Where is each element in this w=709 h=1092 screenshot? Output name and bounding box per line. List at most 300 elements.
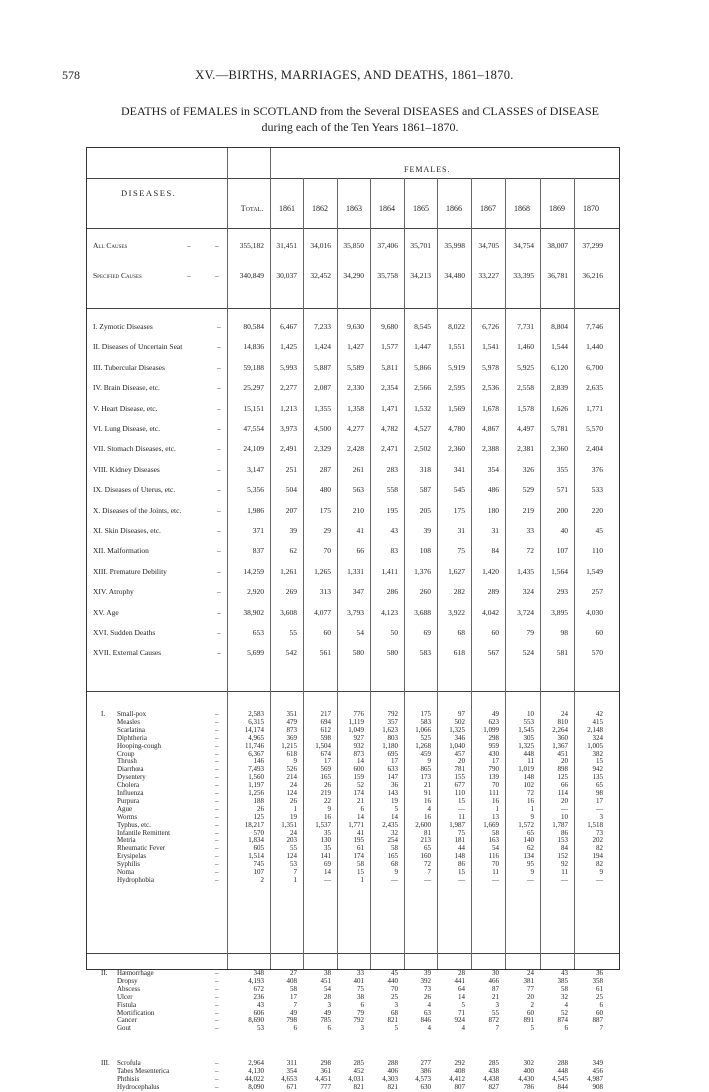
title-line-2: during each of the Ten Years 1861–1870. [261,120,459,134]
zymotic-cell: 583 [420,717,431,726]
zymotic-cell: 17 [391,757,398,766]
class-cell: 84 [491,546,499,556]
zymotic-cell: 357 [387,717,398,726]
class-cell: 480 [319,485,331,495]
zymotic-cell: 14 [357,812,364,821]
zymotic-cell: 66 [561,781,568,790]
zymotic-cell: 415 [592,717,603,726]
page-header [0,68,709,84]
class-cell: 2,536 [482,383,499,393]
class-cell: 529 [522,485,534,495]
zymotic-cell: 86 [561,828,568,837]
tubercular-cell: 807 [454,1082,465,1091]
zymotic-cell: 9 [530,868,534,876]
tubercular-cell: 285 [488,1059,499,1067]
zymotic-cell: 1,197 [248,781,264,790]
zymotic-cell: 124 [286,789,297,797]
totals-cell: 33,395 [513,271,534,280]
tubercular-cell: 4,451 [315,1074,331,1083]
class-cell: 2,491 [280,444,297,454]
uncertain-cell: 17 [290,992,297,1001]
row-dash: – [215,868,219,876]
totals-cell: 30,037 [276,271,297,280]
zymotic-cell: 1,771 [348,820,364,829]
class-cell: 326 [522,464,534,474]
column-divider-7 [471,178,472,969]
class-cell: 5,589 [347,362,364,372]
zymotic-cell: 865 [420,765,431,774]
row-dash: – [187,271,191,280]
zymotic-cell: 1,537 [315,820,331,829]
class-cell: 282 [453,587,465,597]
class-cell: 3,724 [517,607,534,617]
zymotic-cell: 502 [454,717,465,726]
tubercular-cell: 448 [557,1066,568,1075]
class-cell: 14,259 [243,566,264,576]
class-cell: 1,424 [314,342,331,352]
totals-cell: 37,406 [377,241,398,250]
class-cell: 5,699 [247,648,264,658]
class-cell: 5,887 [314,362,331,372]
class-cell: 261 [352,464,364,474]
uncertain-item-label: Dropsy [117,976,138,985]
class-cell: 1,771 [586,403,603,413]
uncertain-cell: 466 [488,976,499,985]
zymotic-cell: 9 [394,868,398,876]
uncertain-cell: 924 [454,1016,465,1025]
class-cell: 2,595 [448,383,465,393]
zymotic-cell: 44 [458,844,465,853]
deaths-table [86,147,620,1091]
column-divider-8 [505,178,506,969]
zymotic-cell: 2,583 [248,710,264,718]
class-cell: 4,500 [314,424,331,433]
class-cell: 2,566 [414,383,431,393]
tubercular-item-label: Hydrocephalus [117,1082,160,1091]
zymotic-cell: 11 [561,868,568,876]
class-row-label: X. Diseases of the Joints, etc. [93,505,182,515]
class-cell: 55 [289,628,297,637]
class-cell: 70 [323,546,331,556]
row-dash: – [215,1000,219,1009]
zymotic-cell: 202 [592,836,603,845]
zymotic-cell: 111 [489,789,499,797]
tubercular-cell: 8,090 [248,1082,264,1091]
tubercular-cell: 292 [454,1059,465,1067]
class-cell: 4,527 [414,424,431,433]
zymotic-cell: — [492,875,499,884]
zymotic-cell: 6 [360,804,364,813]
uncertain-item-label: Cancer [117,1016,137,1025]
zymotic-cell: 82 [596,860,603,869]
zymotic-cell: 1 [530,804,534,813]
tubercular-cell: 4,438 [483,1074,499,1083]
zymotic-cell: 130 [320,836,331,845]
zymotic-cell: 107 [253,868,264,876]
class-cell: 1,549 [586,566,603,576]
row-dash: – [217,526,221,535]
class-cell: 2,839 [551,383,568,393]
uncertain-cell: 28 [458,969,465,977]
zymotic-cell: 148 [454,852,465,861]
class-cell: 1,541 [482,342,499,352]
zymotic-cell: 14,174 [244,725,264,734]
row-dash: – [215,757,219,766]
uncertain-cell: 5 [530,1024,534,1033]
zymotic-item-label: Influenza [117,789,144,797]
tubercular-cell: 406 [387,1066,398,1075]
uncertain-cell: 25 [596,992,603,1001]
class-cell: 2,428 [347,444,364,454]
uncertain-cell: 846 [420,1016,431,1025]
zymotic-cell: 1,040 [449,741,465,750]
zymotic-item-label: Scarlatina [117,725,145,734]
zymotic-cell: 72 [527,789,534,797]
row-dash: – [217,403,221,413]
row-dash: – [217,628,221,637]
class-cell: 1,626 [551,403,568,413]
zymotic-cell: 369 [286,733,297,742]
zymotic-cell: 19 [290,812,297,821]
uncertain-cell: 3 [360,1024,364,1033]
totals-cell: 37,299 [582,241,603,250]
zymotic-item-label: Syphilis [117,860,140,869]
zymotic-item-label: Infantile Remittent [117,828,171,837]
diseases-heading: DISEASES. [121,188,177,198]
uncertain-cell: 39 [424,969,431,977]
row-dash: – [215,1008,219,1017]
uncertain-cell: 798 [286,1016,297,1025]
class-row-label: XIII. Premature Debility [93,566,167,576]
class-cell: 1,564 [551,566,568,576]
zymotic-cell: 147 [387,773,398,782]
zymotic-cell: 569 [320,765,331,774]
class-cell: 563 [352,485,364,495]
zymotic-cell: 148 [523,773,534,782]
tubercular-cell: 908 [592,1082,603,1091]
zymotic-item-label: Purpura [117,796,140,805]
class-cell: 110 [592,546,603,556]
zymotic-cell: 11 [458,812,465,821]
uncertain-cell: 358 [592,976,603,985]
zymotic-cell: 124 [286,852,297,861]
class-cell: 4,497 [517,424,534,433]
zymotic-cell: 116 [488,852,499,861]
zymotic-cell: 790 [488,765,499,774]
class-cell: 355 [556,464,568,474]
zymotic-cell: 600 [353,765,364,774]
uncertain-cell: 672 [253,984,264,993]
zymotic-cell: 9 [427,757,431,766]
zymotic-cell: 1,325 [449,725,465,734]
class-cell: 219 [522,505,534,515]
class-cell: 4,277 [347,424,364,433]
zymotic-cell: 110 [454,789,465,797]
zymotic-cell: 776 [353,710,364,718]
zymotic-item-label: Hydrophobia [117,875,154,884]
row-dash: – [215,796,219,805]
class-row-label: III. Tubercular Diseases [93,362,165,372]
uncertain-cell: 43 [257,1000,264,1009]
zymotic-cell: 959 [488,741,499,750]
class-cell: 1,213 [280,403,297,413]
class-cell: 1,261 [280,566,297,576]
class-cell: 5,570 [586,424,603,433]
tubercular-cell: 302 [523,1059,534,1067]
zymotic-cell: 65 [424,844,431,853]
zymotic-cell: 58 [357,860,364,869]
zymotic-cell: 53 [290,860,297,869]
zymotic-cell: 10 [561,812,568,821]
class-cell: 587 [419,485,431,495]
class-cell: 1,435 [517,566,534,576]
running-head: XV.—BIRTHS, MARRIAGES, AND DEATHS, 1861–1870. [195,68,514,82]
zymotic-cell: 570 [253,828,264,837]
zymotic-cell: — [527,875,534,884]
zymotic-cell: 1,180 [382,741,398,750]
class-cell: 4,042 [482,607,499,617]
tubercular-cell: 349 [592,1059,603,1067]
uncertain-cell: 7 [599,1024,603,1033]
totals-cell: 34,290 [343,271,364,280]
class-cell: 5,978 [482,362,499,372]
class-cell: 107 [556,546,568,556]
class-cell: 1,331 [347,566,364,576]
zymotic-cell: 382 [592,749,603,758]
uncertain-cell: 785 [320,1016,331,1025]
uncertain-cell: 4 [564,1000,568,1009]
zymotic-item-label: Typhus, etc. [117,820,151,829]
column-header-1867: 1867 [480,204,496,213]
zymotic-item-label: Metria [117,836,136,845]
uncertain-cell: 441 [454,976,465,985]
class-cell: 180 [487,505,499,515]
row-dash: – [215,844,219,853]
row-dash: – [217,607,221,617]
zymotic-cell: 1,066 [415,725,431,734]
class-cell: 4,867 [482,424,499,433]
column-header-1869: 1869 [549,204,565,213]
class-cell: 837 [252,546,264,556]
class-cell: 6,467 [280,322,297,331]
totals-cell: 34,016 [310,241,331,250]
uncertain-cell: 872 [488,1016,499,1025]
row-dash: – [215,852,219,861]
class-row-label: IX. Diseases of Uterus, etc. [93,485,176,495]
class-cell: 205 [419,505,431,515]
class-cell: 59,188 [243,362,264,372]
class-cell: 3,973 [280,424,297,433]
class-cell: 257 [591,587,603,597]
zymotic-cell: 84 [561,844,568,853]
tubercular-cell: 285 [353,1059,364,1067]
zymotic-cell: 134 [523,852,534,861]
zymotic-cell: 11 [527,757,534,766]
class-cell: 6,120 [551,362,568,372]
class-cell: 580 [352,648,364,658]
uncertain-item-label: Abscess [117,984,140,993]
class-cell: 313 [319,587,331,597]
zymotic-cell: 11 [492,868,499,876]
zymotic-cell: 195 [353,836,364,845]
uncertain-cell: 236 [253,992,264,1001]
row-dash: – [215,789,219,797]
totals-cell: 35,998 [444,241,465,250]
totals-cell: 340,849 [239,271,264,280]
zymotic-cell: 152 [557,852,568,861]
row-dash: – [217,362,221,372]
zymotic-cell: 16 [492,796,499,805]
class-cell: 2,360 [551,444,568,454]
class-cell: 1,376 [414,566,431,576]
zymotic-cell: 15 [596,757,603,766]
uncertain-cell: 55 [492,1008,499,1017]
class-cell: 5,811 [381,362,398,372]
class-cell: 98 [560,628,568,637]
tubercular-cell: 4,545 [552,1074,568,1083]
row-dash: – [217,424,221,433]
zymotic-cell: 159 [353,773,364,782]
row-dash: – [215,984,219,993]
uncertain-cell: 71 [458,1008,465,1017]
row-dash: – [215,969,219,977]
females-underline [270,178,619,179]
tubercular-cell: 844 [557,1082,568,1091]
column-header-1861: 1861 [279,204,295,213]
tubercular-cell: 298 [320,1059,331,1067]
tubercular-cell: 821 [387,1082,398,1091]
class-cell: 1,471 [381,403,398,413]
zymotic-cell: 927 [353,733,364,742]
tubercular-cell: 777 [320,1082,331,1091]
zymotic-cell: 677 [454,781,465,790]
uncertain-cell: 49 [290,1008,297,1017]
zymotic-cell: 14 [357,757,364,766]
row-dash: – [215,992,219,1001]
zymotic-cell: 6,367 [248,749,264,758]
zymotic-item-label: Diphtheria [117,733,147,742]
row-dash: – [215,717,219,726]
class-cell: 41 [356,526,364,535]
page-number: 578 [62,68,80,82]
class-cell: 1,678 [482,403,499,413]
zymotic-cell: 9 [327,804,331,813]
uncertain-cell: 54 [324,984,331,993]
zymotic-cell: 1,518 [587,820,603,829]
zymotic-cell: 1,572 [518,820,534,829]
zymotic-cell: 155 [454,773,465,782]
row-dash: – [217,383,221,393]
column-divider-4 [370,178,371,969]
uncertain-cell: 24 [527,969,534,977]
class-cell: 2,329 [314,444,331,454]
class-cell: 5,356 [247,485,264,495]
row-dash: – [215,860,219,869]
zymotic-cell: 17 [324,757,331,766]
zymotic-cell: 26 [290,796,297,805]
uncertain-cell: 821 [387,1016,398,1025]
zymotic-cell: 1,351 [281,820,297,829]
tubercular-cell: 786 [523,1082,534,1091]
zymotic-cell: 2,435 [382,820,398,829]
row-dash: – [215,836,219,845]
totals-cell: 34,213 [410,271,431,280]
uncertain-cell: 49 [324,1008,331,1017]
zymotic-cell: 194 [592,852,603,861]
class-cell: 2,330 [347,383,364,393]
zymotic-cell: 16 [527,796,534,805]
class-cell: 1,551 [448,342,465,352]
uncertain-cell: 61 [596,984,603,993]
column-divider-1 [270,148,271,969]
class-cell: 5,781 [551,424,568,433]
uncertain-cell: 5 [394,1024,398,1033]
zymotic-cell: 1 [293,875,297,884]
zymotic-cell: 125 [557,773,568,782]
zymotic-cell: 15 [458,868,465,876]
uncertain-cell: 33 [357,969,364,977]
zymotic-cell: 54 [492,844,499,853]
uncertain-cell: 7 [495,1024,499,1033]
zymotic-cell: 623 [488,717,499,726]
zymotic-item-label: Hooping-cough [117,741,161,750]
class-cell: 324 [522,587,534,597]
zymotic-cell: — [458,875,465,884]
class-cell: 289 [487,587,499,597]
zymotic-cell: 1 [293,804,297,813]
class-cell: 24,109 [243,444,264,454]
zymotic-cell: 32 [391,828,398,837]
row-dash: – [217,342,221,352]
column-header-1864: 1864 [379,204,395,213]
class-cell: 5,919 [448,362,465,372]
class-cell: 618 [453,648,465,658]
class-cell: 371 [252,526,264,535]
uncertain-class-label: II. [101,969,108,977]
row-dash: – [215,820,219,829]
uncertain-cell: 14 [458,992,465,1001]
class-cell: 1,578 [517,403,534,413]
row-dash: – [217,485,221,495]
zymotic-cell: 2,148 [587,725,603,734]
zymotic-item-label: Cholera [117,781,140,790]
uncertain-cell: 26 [424,992,431,1001]
zymotic-cell: 20 [458,757,465,766]
row-dash: – [217,505,221,515]
zymotic-cell: 618 [286,749,297,758]
uncertain-cell: 451 [320,976,331,985]
totals-cell: 36,781 [547,271,568,280]
zymotic-cell: 15 [458,796,465,805]
class-cell: 341 [453,464,465,474]
uncertain-cell: 392 [420,976,431,985]
zymotic-cell: 324 [592,733,603,742]
tubercular-cell: 4,031 [348,1074,364,1083]
zymotic-cell: 873 [286,725,297,734]
tubercular-cell: 4,412 [449,1074,465,1083]
class-cell: 376 [591,464,603,474]
uncertain-item-label: Hæmorrhage [117,969,154,977]
uncertain-cell: 4 [427,1024,431,1033]
zymotic-cell: 91 [424,789,431,797]
class-cell: 39 [289,526,297,535]
class-cell: 60 [595,628,603,637]
uncertain-cell: 6 [599,1000,603,1009]
zymotic-cell: 2,264 [552,725,568,734]
row-dash: – [215,725,219,734]
row-dash: – [215,271,219,280]
row-dash: – [215,828,219,837]
